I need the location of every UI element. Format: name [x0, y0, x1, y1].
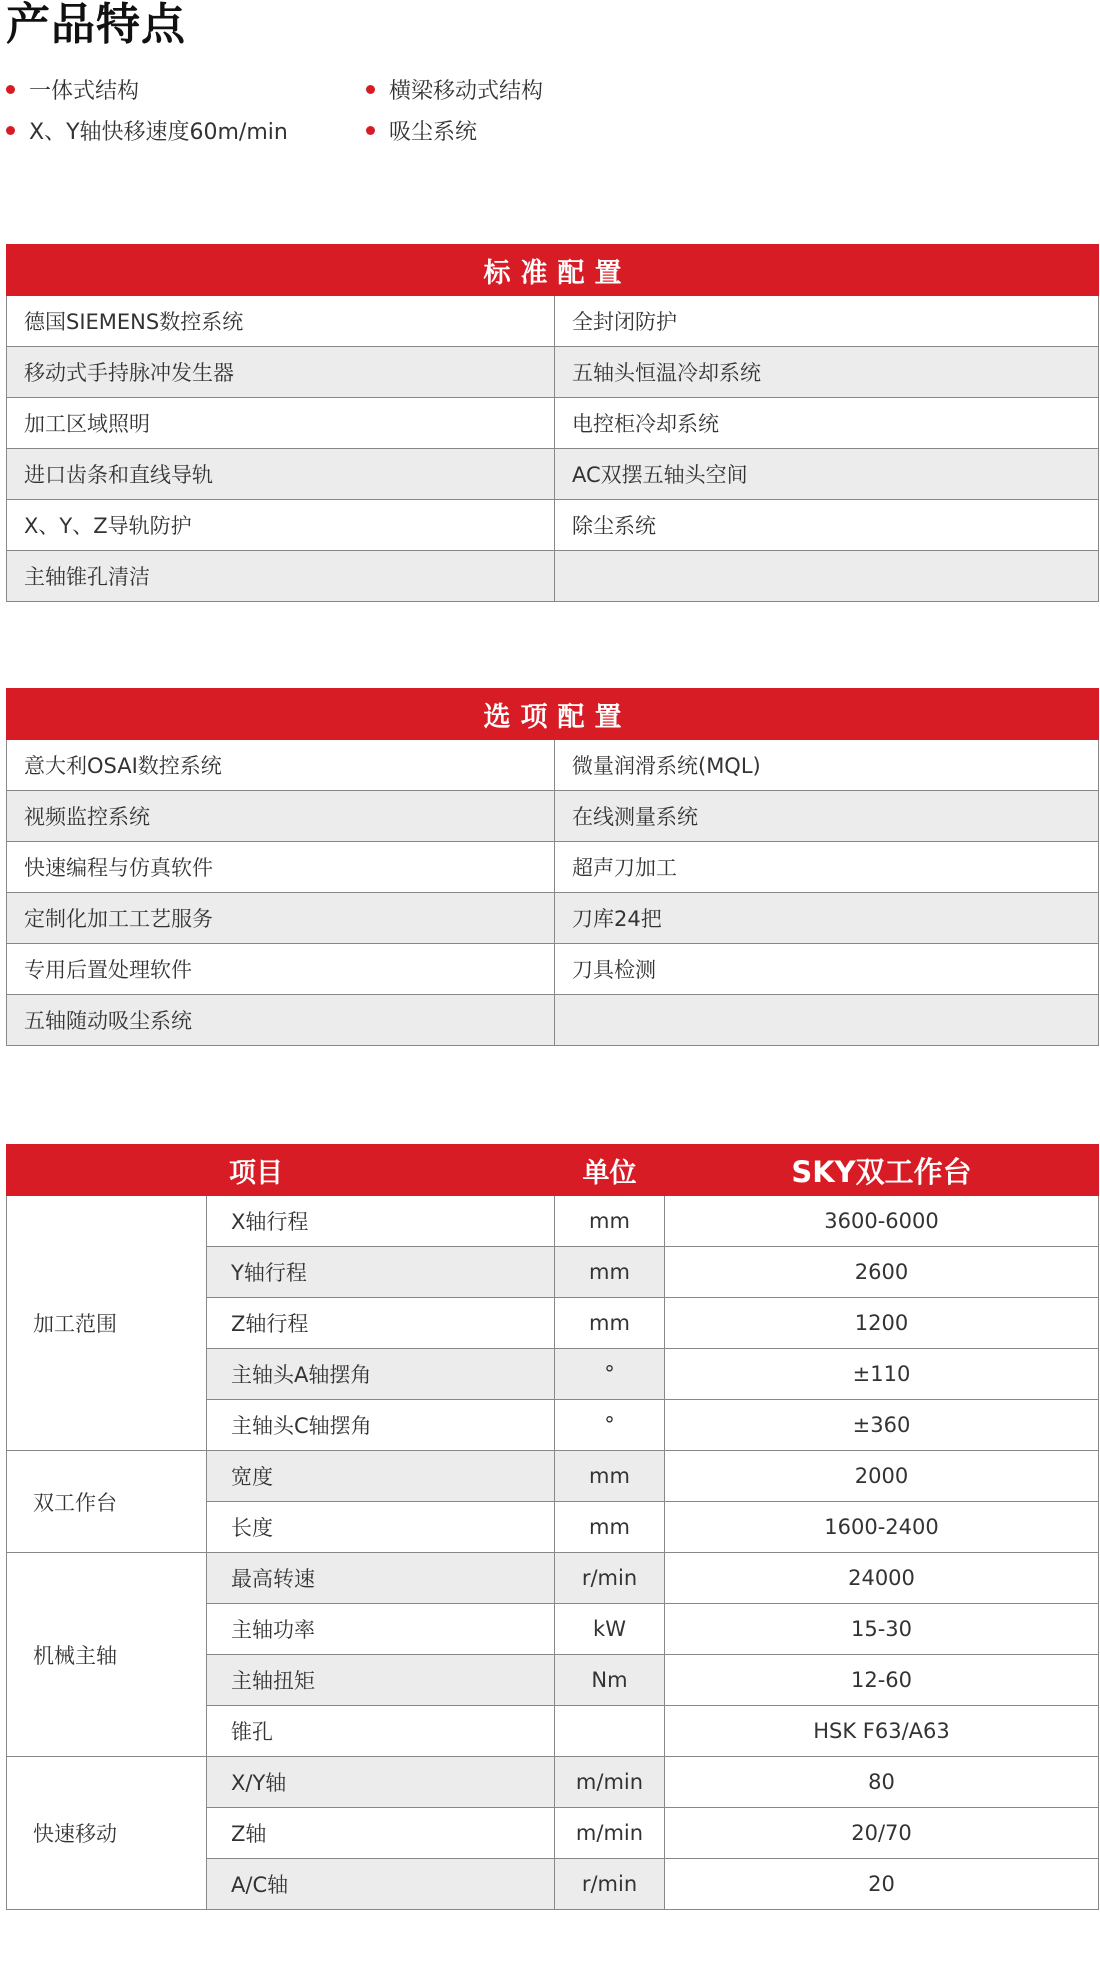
optional-config-title: 选项配置 [7, 689, 1099, 740]
config-cell: 刀库24把 [555, 893, 1099, 944]
config-cell: 意大利OSAI数控系统 [7, 740, 555, 791]
table-row [7, 791, 1099, 842]
spec-unit: mm [555, 1451, 665, 1502]
features-title: 产品特点 [6, 0, 186, 50]
spec-item: X轴行程 [207, 1196, 555, 1247]
spec-unit [555, 1706, 665, 1757]
table-row [7, 740, 1099, 791]
config-cell [555, 551, 1099, 602]
spec-unit: kW [555, 1604, 665, 1655]
table-row [7, 893, 1099, 944]
spec-value: 3600-6000 [665, 1196, 1099, 1247]
spec-value: 20 [665, 1859, 1099, 1910]
table-row [7, 842, 1099, 893]
config-cell: 五轴随动吸尘系统 [7, 995, 555, 1046]
config-cell: 电控柜冷却系统 [555, 398, 1099, 449]
config-cell: 专用后置处理软件 [7, 944, 555, 995]
config-cell: 视频监控系统 [7, 791, 555, 842]
spec-header-model: SKY双工作台 [665, 1145, 1099, 1196]
spec-item: X/Y轴 [207, 1757, 555, 1808]
config-cell: 在线测量系统 [555, 791, 1099, 842]
config-cell [555, 995, 1099, 1046]
table-row [7, 500, 1099, 551]
spec-value: 15-30 [665, 1604, 1099, 1655]
spec-item: 主轴功率 [207, 1604, 555, 1655]
spec-value: HSK F63/A63 [665, 1706, 1099, 1757]
spec-value: 80 [665, 1757, 1099, 1808]
table-row [7, 449, 1099, 500]
spec-unit: m/min [555, 1808, 665, 1859]
bullet-dot-icon [6, 85, 15, 94]
config-cell: AC双摆五轴头空间 [555, 449, 1099, 500]
table-row [7, 1757, 1099, 1808]
spec-item: 锥孔 [207, 1706, 555, 1757]
bullet-dot-icon [366, 85, 375, 94]
table-row [7, 551, 1099, 602]
spec-header-item [7, 1145, 555, 1196]
spec-table [6, 1144, 1099, 1910]
standard-config-title: 标准配置 [7, 245, 1099, 296]
spec-unit: mm [555, 1247, 665, 1298]
table-row [7, 944, 1099, 995]
spec-group-label: 加工范围 [7, 1196, 207, 1451]
config-cell: 定制化加工工艺服务 [7, 893, 555, 944]
spec-value: 1600-2400 [665, 1502, 1099, 1553]
spec-group-label: 快速移动 [7, 1757, 207, 1910]
feature-label: X、Y轴快移速度60m/min [29, 120, 288, 145]
spec-item: Z轴行程 [207, 1298, 555, 1349]
table-row [7, 347, 1099, 398]
feature-label: 一体式结构 [29, 79, 140, 104]
feature-item [6, 118, 288, 148]
spec-unit: r/min [555, 1859, 665, 1910]
spec-value: 12-60 [665, 1655, 1099, 1706]
spec-item: 最高转速 [207, 1553, 555, 1604]
spec-value: 20/70 [665, 1808, 1099, 1859]
spec-group-label: 机械主轴 [7, 1553, 207, 1757]
spec-item: A/C轴 [207, 1859, 555, 1910]
spec-header-row [7, 1145, 1099, 1196]
table-row [7, 1196, 1099, 1247]
spec-unit: r/min [555, 1553, 665, 1604]
spec-header-item-label: 项目 [229, 1157, 283, 1189]
spec-value: ±360 [665, 1400, 1099, 1451]
config-cell: X、Y、Z导轨防护 [7, 500, 555, 551]
config-cell: 移动式手持脉冲发生器 [7, 347, 555, 398]
config-cell: 进口齿条和直线导轨 [7, 449, 555, 500]
config-cell: 加工区域照明 [7, 398, 555, 449]
spec-unit: ° [555, 1349, 665, 1400]
config-cell: 超声刀加工 [555, 842, 1099, 893]
spec-value: 24000 [665, 1553, 1099, 1604]
feature-item [366, 77, 543, 107]
spec-unit: mm [555, 1196, 665, 1247]
table-row [7, 296, 1099, 347]
spec-value: 2600 [665, 1247, 1099, 1298]
spec-item: 主轴头A轴摆角 [207, 1349, 555, 1400]
config-cell: 除尘系统 [555, 500, 1099, 551]
spec-unit: m/min [555, 1757, 665, 1808]
spec-item: Z轴 [207, 1808, 555, 1859]
spec-value: ±110 [665, 1349, 1099, 1400]
spec-unit: Nm [555, 1655, 665, 1706]
feature-item [366, 118, 477, 148]
spec-value: 2000 [665, 1451, 1099, 1502]
spec-item: 长度 [207, 1502, 555, 1553]
table-row [7, 1553, 1099, 1604]
config-cell: 微量润滑系统(MQL) [555, 740, 1099, 791]
feature-item [6, 77, 139, 107]
feature-label: 吸尘系统 [389, 120, 478, 145]
feature-label: 横梁移动式结构 [389, 79, 544, 104]
config-cell: 刀具检测 [555, 944, 1099, 995]
spec-value: 1200 [665, 1298, 1099, 1349]
config-cell: 全封闭防护 [555, 296, 1099, 347]
spec-item: Y轴行程 [207, 1247, 555, 1298]
spec-header-unit: 单位 [555, 1145, 665, 1196]
bullet-dot-icon [366, 126, 375, 135]
spec-item: 主轴头C轴摆角 [207, 1400, 555, 1451]
table-row [7, 995, 1099, 1046]
standard-config-table [6, 244, 1099, 602]
spec-item: 主轴扭矩 [207, 1655, 555, 1706]
optional-config-table [6, 688, 1099, 1046]
config-cell: 五轴头恒温冷却系统 [555, 347, 1099, 398]
spec-group-label: 双工作台 [7, 1451, 207, 1553]
config-cell: 主轴锥孔清洁 [7, 551, 555, 602]
config-cell: 快速编程与仿真软件 [7, 842, 555, 893]
config-cell: 德国SIEMENS数控系统 [7, 296, 555, 347]
spec-unit: mm [555, 1502, 665, 1553]
spec-unit: ° [555, 1400, 665, 1451]
bullet-dot-icon [6, 126, 15, 135]
spec-unit: mm [555, 1298, 665, 1349]
spec-item: 宽度 [207, 1451, 555, 1502]
table-row [7, 1451, 1099, 1502]
table-row [7, 398, 1099, 449]
